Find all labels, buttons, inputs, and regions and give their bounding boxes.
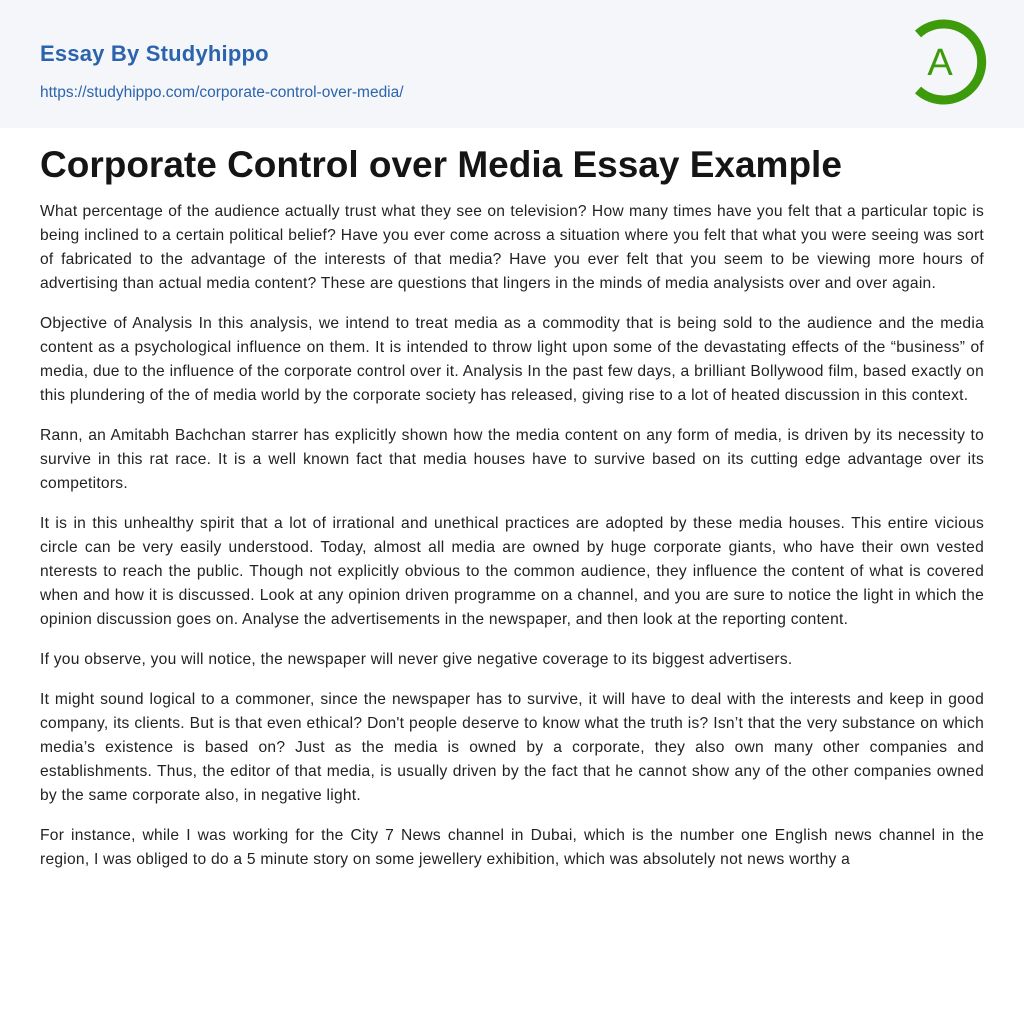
studyhippo-logo-icon: [904, 18, 988, 106]
paragraph: Rann, an Amitabh Bachchan starrer has explicitly shown how the media content on any form of media, is driven by its necessity to survive in this rat race. It is a well known fact that media houses have to survive based on its cutting edge advantage over its competitors.: [40, 427, 984, 492]
paragraph: It is in this unhealthy spirit that a lot of irrational and unethical practices are adopted by these media houses. This entire vicious circle can be very easily understood. Today, almost all media are owned by huge corporate giants, who have their own vested nterests to reach the public. Though not explicitly obvious to the common audience, they influence the content of what is covered when and how it is discussed. Look at any opinion driven programme on a channel, and you are sure to notice the light in which the opinion discussion goes on. Analyse the advertisements in the newspaper, and then look at the reporting content.: [40, 515, 984, 628]
paragraph: Objective of Analysis In this analysis, we intend to treat media as a commodity that is being sold to the audience and the media content as a psychological influence on them. It is intended to throw light upon some of the devastating effects of the “business” of media, due to the influence of the corporate control over it. Analysis In the past few days, a brilliant Bollywood film, based exactly on this plundering of the of media world by the corporate society has released, giving rise to a lot of heated discussion in this context.: [40, 315, 984, 404]
paragraph: For instance, while I was working for the City 7 News channel in Dubai, which is the number one English news channel in the region, I was obliged to do a 5 minute story on some jewellery exhibition, which was absolutely not news worthy a: [40, 827, 984, 868]
paragraph: What percentage of the audience actually trust what they see on television? How many times have you felt that a particular topic is being inclined to a certain political belief? Have you ever come across a situation where you felt that what you were seeing was sort of fabricated to the advantage of the interests of that media? Have you ever felt that you seem to be viewing more hours of advertising than actual media content? These are questions that lingers in the minds of media analysists over and over again.: [40, 203, 984, 292]
essay-url-link[interactable]: https://studyhippo.com/corporate-control-over-media/: [40, 84, 404, 101]
site-header: [0, 0, 1024, 128]
paragraph: It might sound logical to a commoner, since the newspaper has to survive, it will have to deal with the interests and keep in good company, its clients. But is that even ethical? Don't people deserve to know what the truth is? Isn’t that the very substance on which media’s existence is based on? Just as the media is owned by a corporate, they also own many other companies and establishments. Thus, the editor of that media, is usually driven by the fact that he cannot show any of the other companies owned by the same corporate also, in negative light.: [40, 691, 984, 804]
svg-text:A: A: [927, 42, 953, 84]
essay-body: [40, 200, 984, 888]
paragraph: If you observe, you will notice, the newspaper will never give negative coverage to its biggest advertisers.: [40, 651, 793, 668]
page-title: Corporate Control over Media Essay Example: [40, 144, 842, 185]
brand-title: Essay By Studyhippo: [40, 41, 269, 66]
